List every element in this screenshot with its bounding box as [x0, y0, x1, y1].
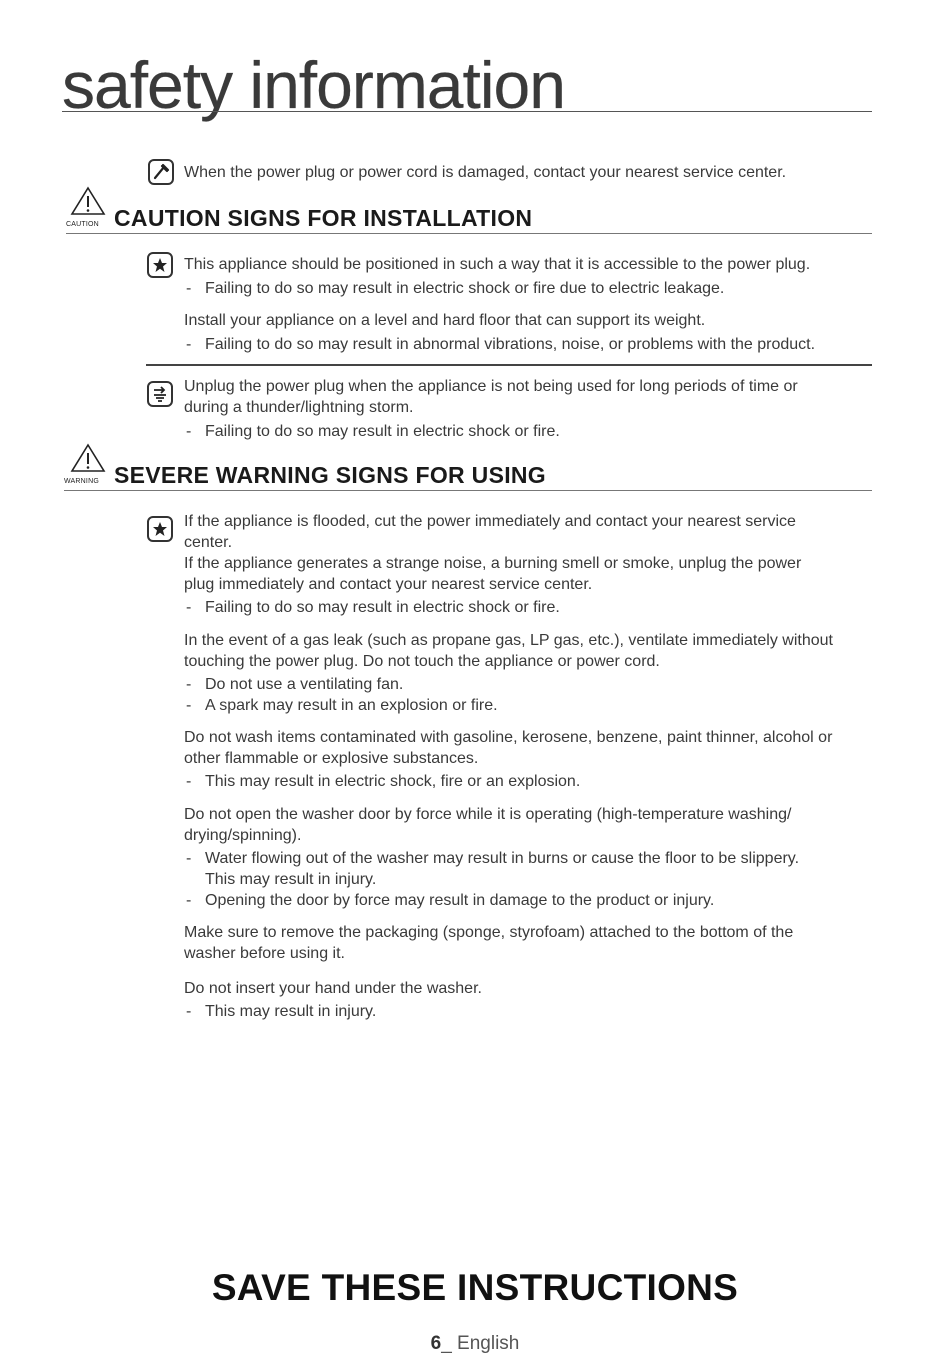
bullet-dash: - [186, 1003, 192, 1020]
caution-item3-line1: Unplug the power plug when the appliance is not being used for long periods of time or [184, 378, 798, 395]
warning-p3-sub2: A spark may result in an explosion or fire. [205, 697, 498, 714]
page-title: safety information [62, 48, 565, 122]
bullet-dash: - [186, 850, 192, 867]
warning-p6-line1: Make sure to remove the packaging (sponge, styrofoam) attached to the bottom of the [184, 924, 794, 941]
star-icon [147, 252, 173, 278]
page-number: 6 [430, 1333, 442, 1354]
warning-p2-sub: Failing to do so may result in electric shock or fire. [205, 599, 560, 616]
warning-p3-line1: In the event of a gas leak (such as propane gas, LP gas, etc.), ventilate immediately without [184, 632, 833, 649]
warning-p7-sub: This may result in injury. [205, 1003, 377, 1020]
page-language: _ English [441, 1333, 520, 1354]
page-footer [0, 1333, 950, 1355]
warning-p2-line2: plug immediately and contact your nearest service center. [184, 576, 593, 593]
caution-item2-sub: Failing to do so may result in abnormal vibrations, noise, or problems with the product. [205, 336, 816, 353]
warning-heading: SEVERE WARNING SIGNS FOR USING [114, 462, 546, 488]
bullet-dash: - [186, 892, 192, 909]
bullet-dash: - [186, 697, 192, 714]
bullet-dash: - [186, 336, 192, 353]
caution-triangle-icon [70, 186, 106, 216]
warning-p4-line1: Do not wash items contaminated with gasoline, kerosene, benzene, paint thinner, alcohol or [184, 729, 833, 746]
bullet-dash: - [186, 773, 192, 790]
warning-p3-line2: touching the power plug. Do not touch the appliance or power cord. [184, 653, 660, 670]
caution-item1-sub: Failing to do so may result in electric shock or fire due to electric leakage. [205, 280, 725, 297]
warning-p2-line1: If the appliance generates a strange noise, a burning smell or smoke, unplug the power [184, 555, 802, 572]
bullet-dash: - [186, 676, 192, 693]
warning-p5-sub1b: This may result in injury. [205, 871, 377, 888]
warning-p5-line1: Do not open the washer door by force while it is operating (high-temperature washing/ [184, 806, 792, 823]
star-icon [147, 516, 173, 542]
warning-p5-line2: drying/spinning). [184, 827, 302, 844]
top-note-text: When the power plug or power cord is damaged, contact your nearest service center. [184, 164, 787, 181]
warning-symbol-label: WARNING [64, 478, 99, 485]
caution-item1-text: This appliance should be positioned in such a way that it is accessible to the power plug. [184, 256, 811, 273]
warning-p5-sub1a: Water flowing out of the washer may result in burns or cause the floor to be slippery. [205, 850, 800, 867]
warning-triangle-icon [70, 443, 106, 473]
bullet-dash: - [186, 423, 192, 440]
caution-heading: CAUTION SIGNS FOR INSTALLATION [114, 205, 533, 231]
warning-p5-sub2: Opening the door by force may result in damage to the product or injury. [205, 892, 715, 909]
unplug-icon [147, 381, 173, 407]
warning-p6-line2: washer before using it. [184, 945, 345, 962]
save-instructions-banner: SAVE THESE INSTRUCTIONS [211, 1267, 739, 1308]
warning-p4-sub: This may result in electric shock, fire or an explosion. [205, 773, 581, 790]
warning-p1-line2: center. [184, 534, 233, 551]
bullet-dash: - [186, 599, 192, 616]
caution-symbol-label: CAUTION [66, 221, 99, 228]
caution-item2-text: Install your appliance on a level and hard floor that can support its weight. [184, 312, 706, 329]
warning-heading-rule [64, 490, 872, 491]
title-underline [62, 111, 872, 112]
plug-warning-icon [148, 159, 174, 185]
caution-item3-line2: during a thunder/lightning storm. [184, 399, 414, 416]
caution-heading-rule [66, 233, 872, 234]
section-divider [146, 364, 872, 366]
bullet-dash: - [186, 280, 192, 297]
warning-p1-line1: If the appliance is flooded, cut the power immediately and contact your nearest service [184, 513, 796, 530]
warning-p7-line1: Do not insert your hand under the washer. [184, 980, 482, 997]
warning-p4-line2: other flammable or explosive substances. [184, 750, 479, 767]
warning-p3-sub1: Do not use a ventilating fan. [205, 676, 404, 693]
caution-item3-sub: Failing to do so may result in electric shock or fire. [205, 423, 560, 440]
